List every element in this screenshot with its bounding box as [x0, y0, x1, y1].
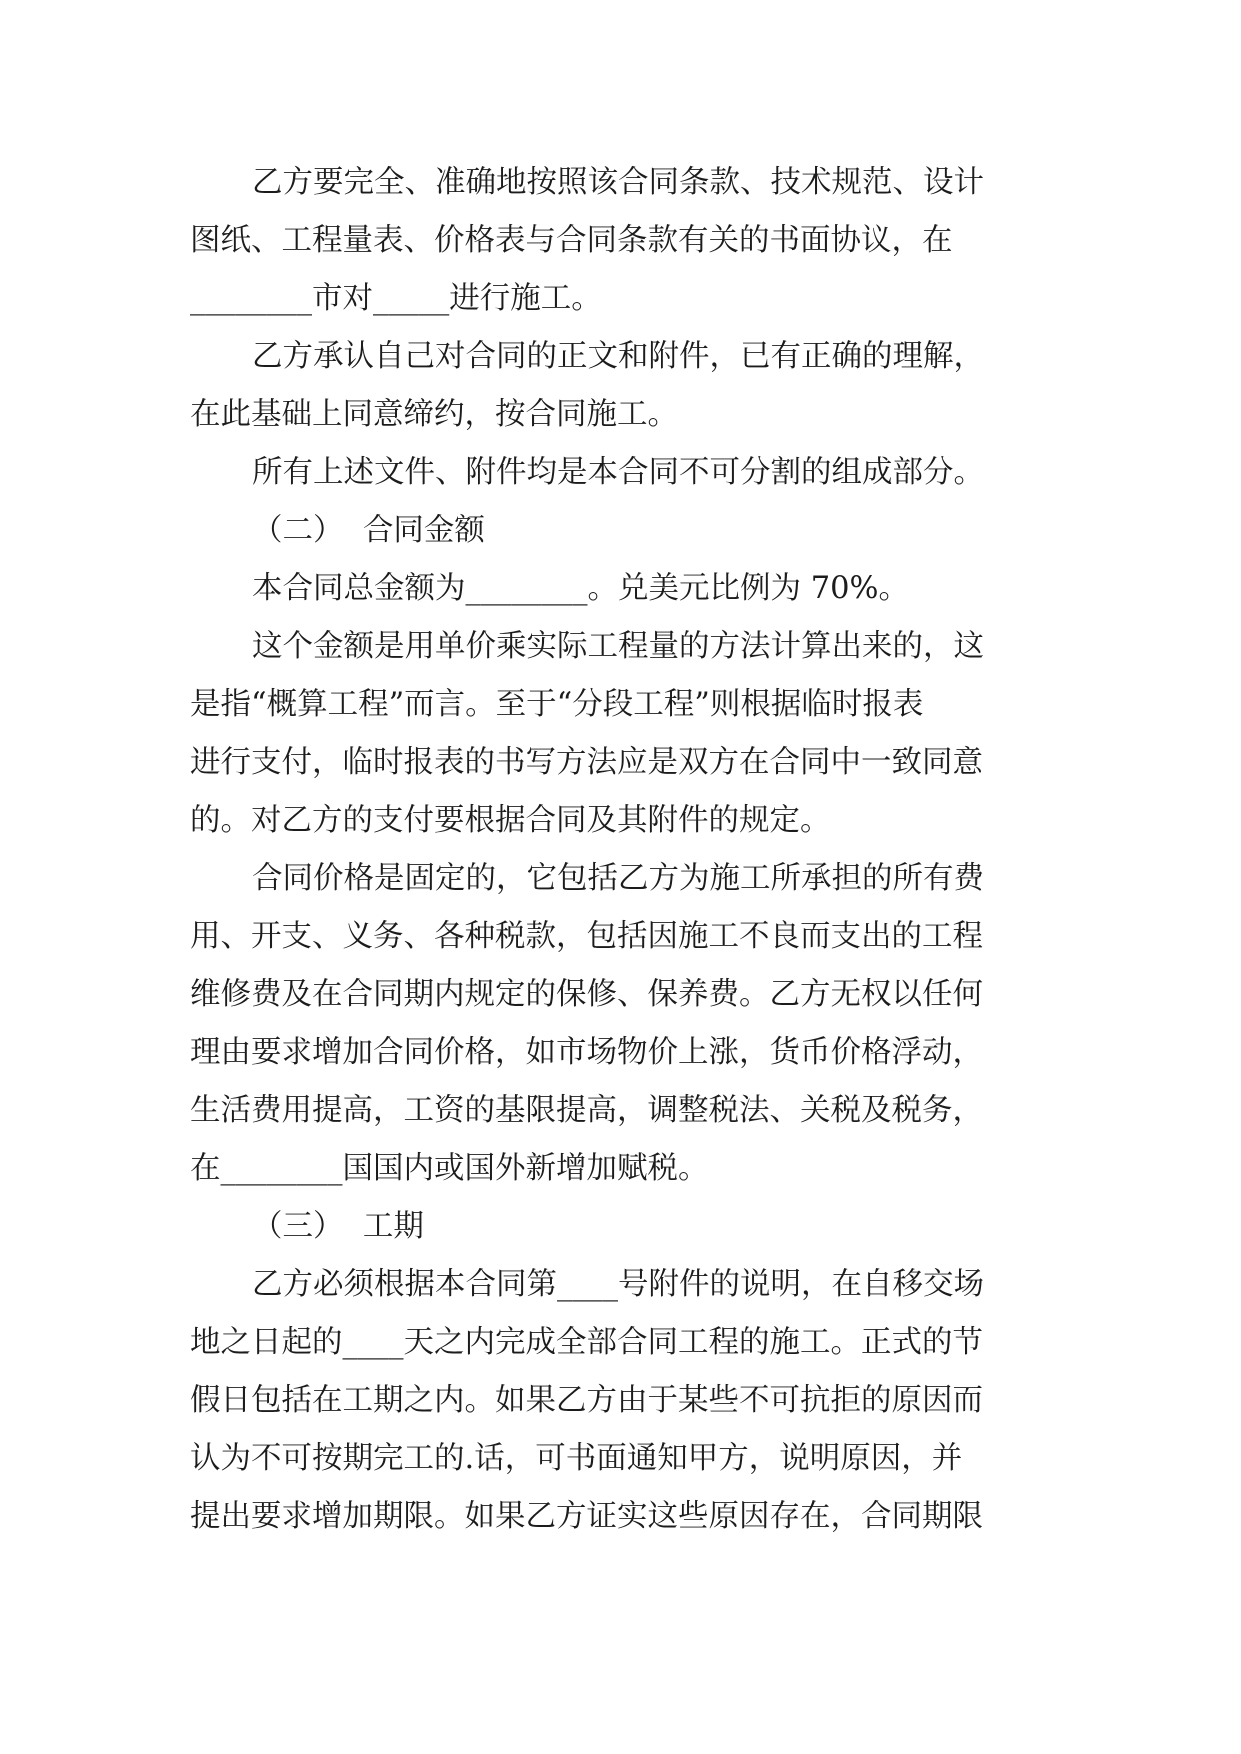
paragraph-line: 用、开支、义务、各种税款，包括因施工不良而支出的工程	[190, 919, 983, 954]
paragraph-line: 乙方必须根据本合同第____号附件的说明，在自移交场	[252, 1267, 984, 1302]
paragraph-line: 维修费及在合同期内规定的保修、保养费。乙方无权以任何	[190, 977, 983, 1012]
paragraph-line: 图纸、工程量表、价格表与合同条款有关的书面协议，在	[190, 223, 953, 258]
paragraph-line: 理由要求增加合同价格，如市场物价上涨，货币价格浮动，	[190, 1035, 983, 1070]
paragraph-line: 假日包括在工期之内。如果乙方由于某些不可抗拒的原因而	[190, 1383, 983, 1418]
paragraph-line: 本合同总金额为________。兑美元比例为 70%。	[252, 571, 909, 606]
paragraph-line: 合同价格是固定的，它包括乙方为施工所承担的所有费	[252, 861, 984, 896]
section-heading: （三） 工期	[252, 1209, 424, 1244]
paragraph-line: 在此基础上同意缔约，按合同施工。	[190, 397, 678, 432]
paragraph-line: 生活费用提高，工资的基限提高，调整税法、关税及税务，	[190, 1093, 983, 1128]
paragraph-line: 所有上述文件、附件均是本合同不可分割的组成部分。	[252, 455, 984, 490]
paragraph-line: 地之日起的____天之内完成全部合同工程的施工。正式的节	[190, 1325, 983, 1360]
paragraph-line: ________市对_____进行施工。	[190, 281, 602, 316]
paragraph-line: 的。对乙方的支付要根据合同及其附件的规定。	[190, 803, 831, 838]
paragraph-line: 这个金额是用单价乘实际工程量的方法计算出来的，这	[252, 629, 984, 664]
paragraph-line: 在________国国内或国外新增加赋税。	[190, 1151, 709, 1186]
paragraph-line: 是指“概算工程”而言。至于“分段工程”则根据临时报表	[190, 687, 924, 722]
section-heading: （二） 合同金额	[252, 513, 485, 548]
paragraph-line: 提出要求增加期限。如果乙方证实这些原因存在，合同期限	[190, 1499, 983, 1534]
paragraph-line: 乙方承认自己对合同的正文和附件，已有正确的理解，	[252, 339, 984, 374]
paragraph-line: 进行支付，临时报表的书写方法应是双方在合同中一致同意	[190, 745, 983, 780]
paragraph-line: 乙方要完全、准确地按照该合同条款、技术规范、设计	[252, 165, 984, 200]
paragraph-line: 认为不可按期完工的.话，可书面通知甲方，说明原因，并	[190, 1441, 963, 1476]
